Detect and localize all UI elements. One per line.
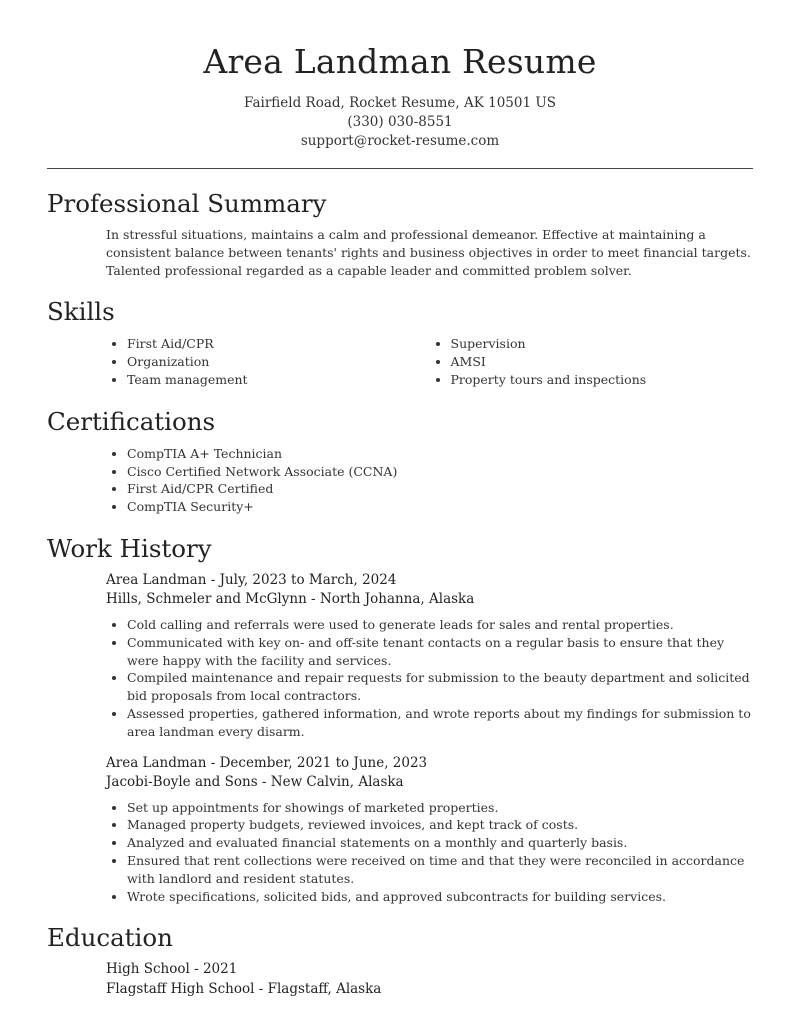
certification-item: • CompTIA Security+ <box>127 498 753 516</box>
education-heading: Education <box>47 923 173 953</box>
education-school-line: Flagstaff High School - Flagstaff, Alaska <box>106 980 382 997</box>
skill-item: • First Aid/CPR <box>127 335 430 353</box>
header-divider <box>47 168 753 169</box>
skill-item: • AMSI <box>451 353 754 371</box>
job-bullet: • Set up appointments for showings of marketed properties. <box>127 799 753 817</box>
summary-text: In stressful situations, maintains a calm and professional demeanor. Effective at maintaining a consistent balance between tenants' rights and business objectives in order to meet financial targets. Talented professional regarded as a capable leader and committed problem solver. <box>106 227 751 278</box>
contact-address: Fairfield Road, Rocket Resume, AK 10501 US <box>244 95 556 111</box>
contact-email: support@rocket-resume.com <box>300 133 500 149</box>
skills-grid <box>106 335 753 388</box>
job-company-line: Jacobi-Boyle and Sons - New Calvin, Alaska <box>106 774 404 791</box>
certification-item: • First Aid/CPR Certified <box>127 480 753 498</box>
job-bullets <box>106 616 753 741</box>
skills-column-2 <box>430 335 754 388</box>
job-bullet: • Assessed properties, gathered information, and wrote reports about my findings for submission to area landman every disarm. <box>127 705 753 741</box>
skill-item: • Organization <box>127 353 430 371</box>
education-degree-line: High School - 2021 <box>106 961 238 978</box>
skills-section <box>47 297 753 388</box>
skill-item: • Property tours and inspections <box>451 371 754 389</box>
certifications-section <box>47 407 753 516</box>
job-company-line: Hills, Schmeler and McGlynn - North Johanna, Alaska <box>106 591 475 608</box>
summary-section <box>47 189 753 279</box>
job-entry <box>106 754 753 906</box>
job-bullet: • Wrote specifications, solicited bids, and approved subcontracts for building services. <box>127 888 753 906</box>
job-bullets <box>106 799 753 906</box>
job-bullet: • Ensured that rent collections were received on time and that they were reconciled in accordance with landlord and resident statutes. <box>127 852 753 888</box>
job-bullet: • Managed property budgets, reviewed invoices, and kept track of costs. <box>127 816 753 834</box>
education-entry <box>106 960 753 999</box>
skills-column-1 <box>106 335 430 388</box>
work-history-heading: Work History <box>47 533 212 563</box>
contact-phone: (330) 030-8551 <box>347 114 453 130</box>
job-title-line: Area Landman - July, 2023 to March, 2024 <box>106 571 397 588</box>
job-bullet: • Cold calling and referrals were used to generate leads for sales and rental properties. <box>127 616 753 634</box>
skill-item: • Team management <box>127 371 430 389</box>
job-title-line: Area Landman - December, 2021 to June, 2023 <box>106 754 428 771</box>
resume-header <box>47 0 753 151</box>
skills-heading: Skills <box>47 297 115 327</box>
summary-heading: Professional Summary <box>47 189 327 218</box>
certifications-list <box>106 445 753 516</box>
job-bullet: • Communicated with key on- and off-site tenant contacts on a regular basis to ensure that they were happy with the facility and services. <box>127 634 753 670</box>
contact-block <box>47 94 753 151</box>
job-bullet: • Compiled maintenance and repair requests for submission to the beauty department and solicited bid proposals from local contractors. <box>127 669 753 705</box>
job-entry <box>106 571 753 741</box>
work-history-section <box>47 534 753 905</box>
job-bullet: • Analyzed and evaluated financial statements on a monthly and quarterly basis. <box>127 834 753 852</box>
certifications-heading: Certifications <box>47 406 216 436</box>
skill-item: • Supervision <box>451 335 754 353</box>
resume-title: Area Landman Resume <box>203 42 597 81</box>
education-section <box>47 923 753 999</box>
certification-item: • Cisco Certified Network Associate (CCNA) <box>127 463 753 481</box>
certification-item: • CompTIA A+ Technician <box>127 445 753 463</box>
